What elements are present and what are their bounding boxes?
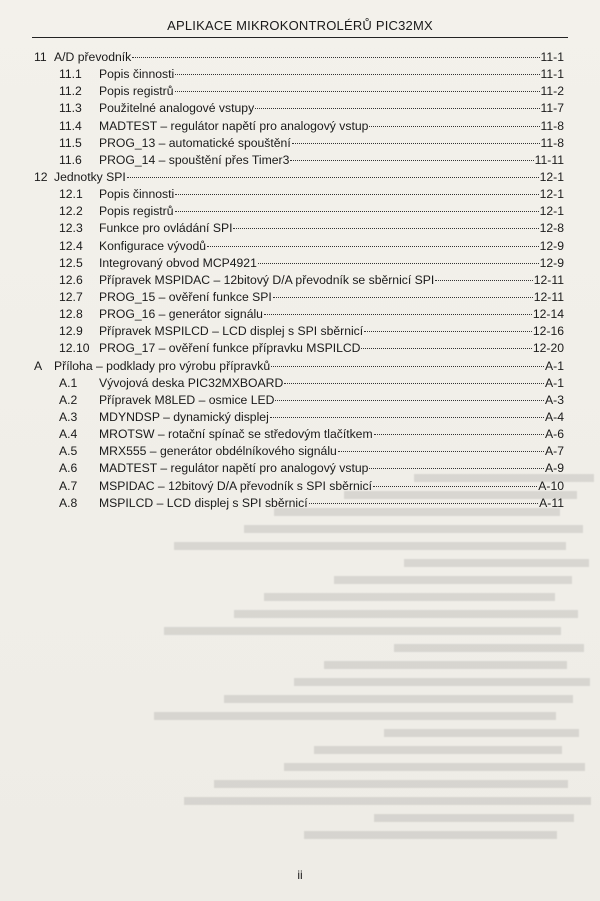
toc-entry-title: Přípravek M8LED – osmice LED — [99, 392, 275, 407]
toc-entry-number: 12.3 — [59, 221, 83, 236]
toc-entry-title: PROG_17 – ověření funkce přípravku MSPILCD — [99, 341, 361, 356]
page-number: ii — [297, 868, 303, 882]
dot-leader — [207, 246, 539, 247]
dot-leader — [127, 177, 539, 178]
toc-entry — [34, 255, 564, 272]
toc-entry-title: Integrovaný obvod MCP4921 — [99, 255, 257, 270]
dot-leader — [233, 228, 538, 229]
dot-leader — [175, 211, 539, 212]
toc-entry — [34, 49, 564, 66]
toc-entry-number: A.4 — [59, 427, 78, 442]
dot-leader — [255, 108, 539, 109]
toc-entry-title: Popis registrů — [99, 84, 174, 99]
toc-entry — [34, 272, 564, 289]
bleed-line — [34, 742, 594, 759]
dot-leader — [369, 126, 539, 127]
bleed-line — [34, 793, 594, 810]
toc-entry-number: 11.4 — [59, 118, 82, 133]
toc-entry-page: 11-2 — [540, 84, 564, 99]
dot-leader — [361, 348, 531, 349]
dot-leader — [309, 503, 539, 504]
toc-entry-number: A — [34, 358, 43, 373]
toc-entry-page: 12-9 — [539, 255, 564, 270]
dot-leader — [292, 143, 540, 144]
dot-leader — [271, 366, 544, 367]
toc-entry — [34, 478, 564, 495]
toc-entry — [34, 358, 564, 375]
toc-entry-number: A.2 — [59, 392, 78, 407]
toc-entry — [34, 392, 564, 409]
bleed-line — [34, 674, 594, 691]
toc-entry — [34, 238, 564, 255]
toc-entry-page: A-7 — [545, 444, 564, 459]
toc-entry-page: 12-14 — [532, 307, 564, 322]
toc-entry-number: 12.10 — [59, 341, 90, 356]
toc-entry-number: 12 — [34, 169, 48, 184]
toc-entry-page: A-11 — [539, 495, 564, 510]
dot-leader — [132, 57, 539, 58]
toc-entry — [34, 460, 564, 477]
bleed-line — [34, 827, 594, 844]
toc-entry — [34, 220, 564, 237]
toc-entry-page: 12-11 — [533, 272, 564, 287]
toc-entry-title: PROG_16 – generátor signálu — [99, 307, 263, 322]
toc-entry-title: MDYNDSP – dynamický displej — [99, 409, 269, 424]
toc-entry-number: A.7 — [59, 478, 78, 493]
toc-entry-page: A-1 — [545, 358, 564, 373]
bleed-line — [34, 725, 594, 742]
toc-entry-number: A.8 — [59, 495, 78, 510]
toc-entry-page: A-9 — [545, 461, 564, 476]
toc-entry-number: 12.8 — [59, 307, 83, 322]
toc-entry-page: A-6 — [545, 427, 564, 442]
toc-entry-page: 11-8 — [540, 118, 564, 133]
toc-entry-number: 11.5 — [59, 135, 82, 150]
toc-entry-number: A.1 — [59, 375, 78, 390]
table-of-contents — [34, 49, 564, 512]
dot-leader — [273, 297, 533, 298]
toc-entry-page: 11-11 — [534, 152, 564, 167]
toc-entry-page: 11-7 — [540, 101, 564, 116]
toc-entry-number: 12.7 — [59, 289, 83, 304]
toc-entry — [34, 289, 564, 306]
toc-entry-title: Přípravek MSPILCD – LCD displej s SPI sběrnicí — [99, 324, 364, 339]
toc-entry — [34, 83, 564, 100]
toc-entry — [34, 118, 564, 135]
toc-entry — [34, 443, 564, 460]
dot-leader — [364, 331, 532, 332]
bleed-through-texture — [34, 470, 594, 870]
toc-entry-title: MSPIDAC – 12bitový D/A převodník s SPI sběrnicí — [99, 478, 372, 493]
dot-leader — [258, 263, 539, 264]
toc-entry-title: MADTEST – regulátor napětí pro analogový vstup — [99, 461, 369, 476]
dot-leader — [373, 486, 537, 487]
toc-entry — [34, 152, 564, 169]
bleed-line — [34, 521, 594, 538]
toc-entry-title: MROTSW – rotační spínač se středovým tlačítkem — [99, 427, 373, 442]
toc-entry-number: 11.6 — [59, 152, 82, 167]
toc-entry-title: Příloha – podklady pro výrobu přípravků — [54, 358, 271, 373]
toc-entry-page: 12-1 — [539, 204, 564, 219]
dot-leader — [435, 280, 532, 281]
dot-leader — [290, 160, 533, 161]
toc-entry-number: 12.9 — [59, 324, 83, 339]
toc-entry-page: 12-9 — [539, 238, 564, 253]
toc-entry — [34, 306, 564, 323]
toc-entry — [34, 203, 564, 220]
bleed-line — [34, 708, 594, 725]
toc-entry — [34, 375, 564, 392]
bleed-line — [34, 810, 594, 827]
toc-entry — [34, 66, 564, 83]
toc-entry-page: 12-11 — [533, 289, 564, 304]
toc-entry — [34, 323, 564, 340]
toc-entry — [34, 409, 564, 426]
dot-leader — [374, 434, 544, 435]
toc-entry-title: PROG_14 – spouštění přes Timer3 — [99, 152, 290, 167]
toc-entry-number: 12.6 — [59, 272, 83, 287]
bleed-line — [34, 538, 594, 555]
toc-entry — [34, 495, 564, 512]
toc-entry-title: A/D převodník — [54, 50, 132, 64]
toc-entry-number: 11.1 — [59, 67, 82, 82]
bleed-line — [34, 759, 594, 776]
toc-entry-page: 12-1 — [539, 187, 564, 202]
toc-entry-number: 11 — [34, 50, 47, 64]
toc-entry-number: A.5 — [59, 444, 78, 459]
toc-entry — [34, 169, 564, 186]
toc-entry-title: Jednotky SPI — [54, 169, 126, 184]
toc-entry-title: Vývojová deska PIC32MXBOARD — [99, 375, 284, 390]
running-header: APLIKACE MIKROKONTROLÉRŮ PIC32MX — [32, 18, 568, 38]
toc-entry-number: 12.2 — [59, 204, 83, 219]
bleed-line — [34, 623, 594, 640]
toc-entry-number: 12.1 — [59, 187, 83, 202]
toc-entry — [34, 426, 564, 443]
toc-entry-number: 12.5 — [59, 255, 83, 270]
dot-leader — [369, 468, 544, 469]
bleed-line — [34, 640, 594, 657]
toc-entry-page: 11-1 — [540, 50, 564, 64]
toc-entry-page: A-4 — [545, 409, 564, 424]
toc-entry-page: A-3 — [545, 392, 564, 407]
toc-entry-title: Popis činnosti — [99, 67, 175, 82]
dot-leader — [284, 383, 544, 384]
toc-entry-number: A.6 — [59, 461, 78, 476]
toc-entry-page: 11-1 — [540, 67, 564, 82]
toc-entry-title: PROG_15 – ověření funkce SPI — [99, 289, 272, 304]
toc-entry-title: Použitelné analogové vstupy — [99, 101, 255, 116]
toc-entry-title: Popis registrů — [99, 204, 174, 219]
bleed-line — [34, 555, 594, 572]
toc-entry — [34, 135, 564, 152]
toc-entry-page: 11-8 — [540, 135, 564, 150]
toc-entry-number: 11.2 — [59, 84, 82, 99]
dot-leader — [338, 451, 544, 452]
toc-entry-number: 11.3 — [59, 101, 82, 116]
toc-entry-title: PROG_13 – automatické spouštění — [99, 135, 291, 150]
bleed-line — [34, 776, 594, 793]
toc-entry-title: MSPILCD – LCD displej s SPI sběrnicí — [99, 495, 308, 510]
toc-entry-title: MADTEST – regulátor napětí pro analogový vstup — [99, 118, 369, 133]
toc-entry-number: 12.4 — [59, 238, 83, 253]
toc-entry-title: Konfigurace vývodů — [99, 238, 207, 253]
toc-entry-page: 12-8 — [539, 221, 564, 236]
toc-entry-title: Funkce pro ovládání SPI — [99, 221, 233, 236]
toc-entry — [34, 340, 564, 357]
toc-entry-title: MRX555 – generátor obdélníkového signálu — [99, 444, 337, 459]
dot-leader — [264, 314, 532, 315]
dot-leader — [175, 194, 538, 195]
bleed-line — [34, 606, 594, 623]
toc-entry-page: A-1 — [545, 375, 564, 390]
dot-leader — [175, 91, 540, 92]
bleed-line — [34, 589, 594, 606]
toc-entry-page: 12-16 — [532, 324, 564, 339]
toc-entry — [34, 186, 564, 203]
bleed-line — [34, 691, 594, 708]
dot-leader — [275, 400, 544, 401]
toc-entry-page: A-10 — [538, 478, 564, 493]
toc-entry-number: A.3 — [59, 409, 78, 424]
toc-entry — [34, 100, 564, 117]
dot-leader — [270, 417, 544, 418]
bleed-line — [34, 657, 594, 674]
bleed-line — [34, 572, 594, 589]
dot-leader — [175, 74, 539, 75]
toc-entry-page: 12-1 — [539, 169, 564, 184]
toc-entry-title: Popis činnosti — [99, 187, 175, 202]
toc-entry-page: 12-20 — [532, 341, 564, 356]
toc-entry-title: Přípravek MSPIDAC – 12bitový D/A převodník se sběrnicí SPI — [99, 272, 435, 287]
